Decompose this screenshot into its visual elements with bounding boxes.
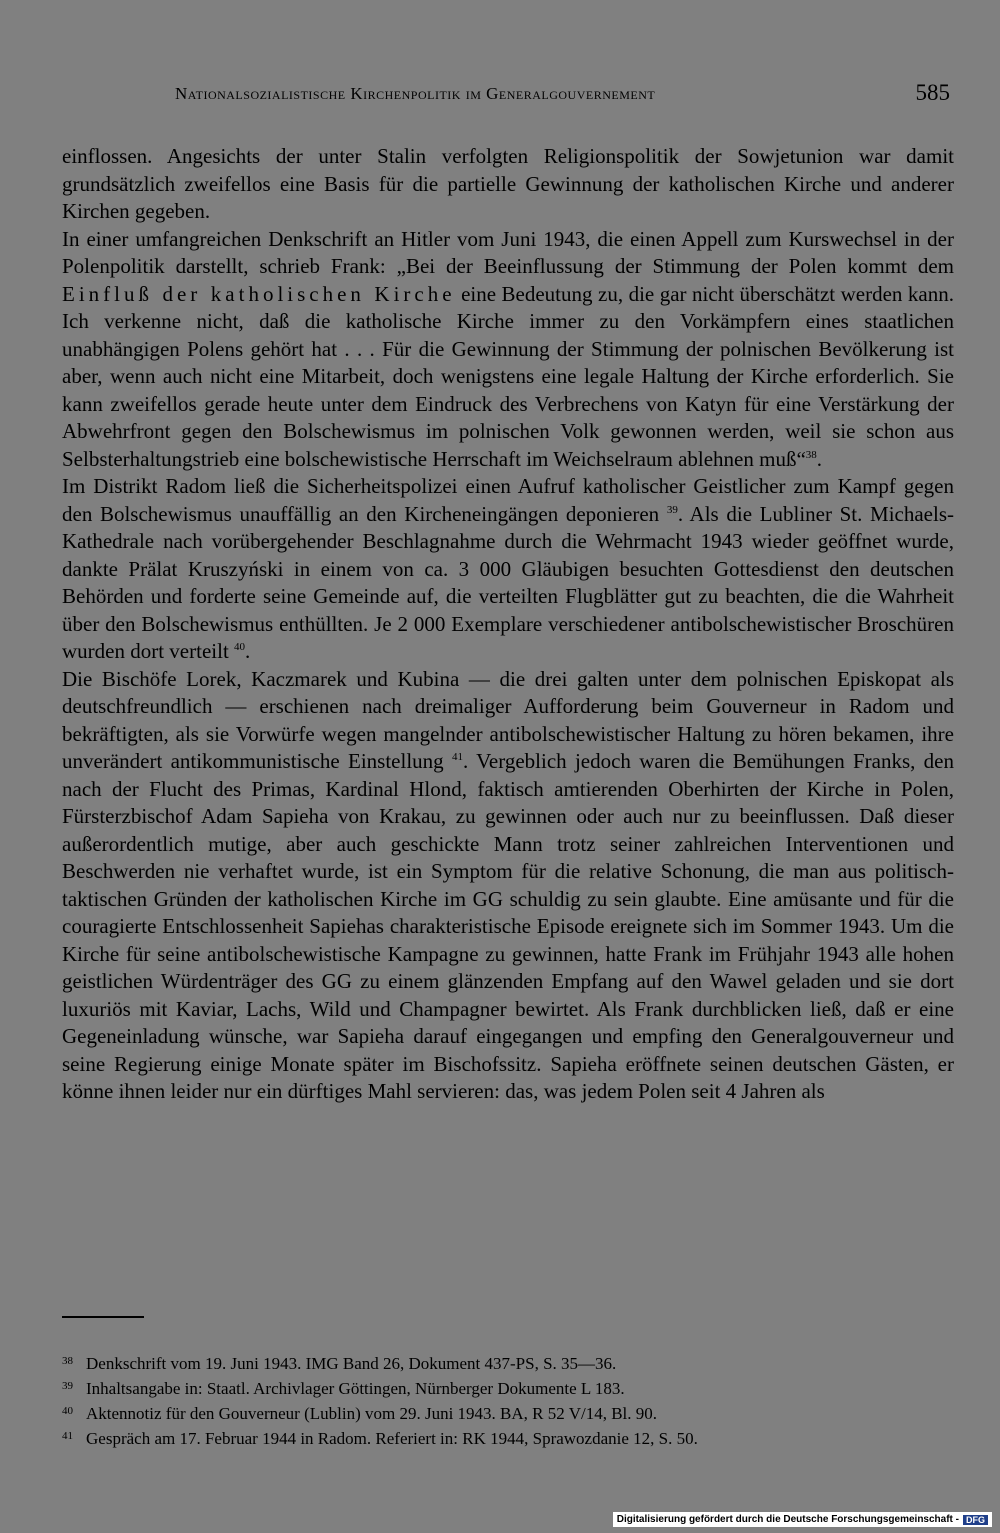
paragraph-3-end: . <box>245 639 251 663</box>
footnote-ref-38: 38 <box>805 448 817 461</box>
footnote-number: 40 <box>62 1405 73 1417</box>
footnote-text: Inhaltsangabe in: Staatl. Archivlager Göttingen, Nürnberger Dokumente L 183. <box>86 1379 625 1398</box>
footnote-38 <box>62 1350 954 1375</box>
footnote-41 <box>62 1425 954 1450</box>
paragraph-2-text-a: In einer umfangreichen Denkschrift an Hitler vom Juni 1943, die einen Appell zum Kurswechsel in der Polenpolitik darstellt, schrieb Frank: „Bei der Beeinflussung der Stimmung der Polen kommt dem <box>62 226 954 278</box>
dfg-banner-text: Digitalisierung gefördert durch die Deutsche Forschungsgemeinschaft - <box>616 1514 959 1525</box>
paragraph-3 <box>62 473 954 666</box>
paragraph-2 <box>62 226 954 474</box>
footnote-text: Aktennotiz für den Gouverneur (Lublin) vom 29. Juni 1943. BA, R 52 V/14, Bl. 90. <box>86 1404 658 1423</box>
footnote-number: 38 <box>62 1355 73 1367</box>
footnote-ref-39: 39 <box>666 503 678 516</box>
footnote-separator <box>62 1316 144 1318</box>
body-text <box>62 143 954 1106</box>
paragraph-1 <box>62 143 954 226</box>
paragraph-2-text-b: eine Bedeutung zu, die gar nicht überschätzt werden kann. Ich verkenne nicht, daß die katholische Kirche immer zu den Vorkämpfern eines staatlichen unabhängigen Polens gehört hat . . . Für die Gewinnung der Stimmung der polnischen Bevölkerung ist aber, wenn auch nicht eine Mitarbeit, doch wenigstens eine legale Haltung der Kirche erforderlich. Sie kann zweifellos gerade heute unter dem Eindruck des Verbrechens von Katyn für eine Verstärkung der Abwehrfront gegen den Bolschewismus im polnischen Volk gewonnen werden, weil sie schon aus Selbsterhaltungstrieb eine bolschewistische Herrschaft im Weichselraum ablehnen muß“ <box>62 281 954 471</box>
dfg-logo-icon: DFG <box>963 1515 988 1525</box>
page-number: 585 <box>915 80 950 105</box>
paragraph-3-text-b: . Als die Lubliner St. Michaels-Kathedrale nach vorübergehender Beschlagnahme durch die Wehrmacht 1943 wieder geöffnet wurde, dankte Prälat Kruszyński in einem von ca. 3 000 Gläubigen besuchten Gottesdienst den deutschen Behörden und forderte seine Gemeinde auf, die verteilten Flugblätter gut zu beachten, die die Wahrheit über den Bolschewismus enthüllten. Je 2 000 Exemplare verschiedener antibolschewistischer Broschüren wurden dort verteilt <box>62 501 955 663</box>
paragraph-3-text-a: Im Distrikt Radom ließ die Sicherheitspolizei einen Aufruf katholischer Geistlicher zum Kampf gegen den Bolschewismus unauffällig an den Kircheneingängen deponieren <box>62 474 954 526</box>
footnote-number: 41 <box>62 1430 73 1442</box>
footnote-text: Denkschrift vom 19. Juni 1943. IMG Band 26, Dokument 437-PS, S. 35—36. <box>86 1354 617 1373</box>
spaced-emphasis: Einfluß der katholischen Kirche <box>62 281 456 306</box>
paragraph-2-end: . <box>816 446 823 471</box>
footnote-text: Gespräch am 17. Februar 1944 in Radom. Referiert in: RK 1944, Sprawozdanie 12, S. 50. <box>86 1429 698 1448</box>
footnote-number: 39 <box>62 1380 73 1392</box>
footnote-ref-41: 41 <box>451 751 463 763</box>
footnote-ref-40: 40 <box>234 641 246 653</box>
paragraph-4-text-b: . Vergeblich jedoch waren die Bemühungen Franks, den nach der Flucht des Primas, Kardinal Hlond, faktisch amtierenden Oberhirten der Kirche in Polen, Fürsterzbischof Adam Sapieha von Krakau, zu gewinnen oder auch nur zu beeinflussen. Daß dieser außerordentlich mutige, aber auch geschickte Mann trotz seiner zahlreichen Interventionen und Beschwerden nie verhaftet wurde, ist ein Symptom für die relative Schonung, die man aus politisch-taktischen Gründen der katholischen Kirche im GG schuldig zu sein glaubte. Eine amüsante und für die couragierte Entschlossenheit Sapiehas charakteristische Episode ereignete sich im Sommer 1943. Um die Kirche für seine antibolschewistische Kampagne zu gewinnen, hatte Frank im Frühjahr 1943 alle hohen geistlichen Würdenträger des GG zu einem glänzenden Empfang auf den Wawel geladen und sie dort luxuriös mit Kaviar, Lachs, Wild und Champagner bewirtet. Als Frank durchblicken ließ, daß er eine Gegeneinladung wünsche, war Sapieha darauf eingegangen und empfing den Generalgouverneur und seine Regierung einige Monate später im Bischofssitz. Sapieha eröffnete seinen deutschen Gästen, er könne ihnen leider nur ein dürftiges Mahl servieren: das, was jedem Polen seit 4 Jahren als <box>62 749 954 1103</box>
dfg-banner <box>613 1512 992 1527</box>
running-title: Nationalsozialistische Kirchenpolitik im Generalgouvernement <box>175 84 656 103</box>
paragraph-4-text-a: Die Bischöfe Lorek, Kaczmarek und Kubina — die drei galten unter dem polnischen Episkopat als deutschfreundlich — erschienen nach dreimaliger Aufforderung beim Gouverneur in Radom und bekräftigten, als sie Vorwürfe wegen mangelnder antibolschewistischer Haltung zu hören bekamen, ihre unverändert antikommunistische Einstellung <box>62 666 954 773</box>
footnotes <box>62 1350 954 1450</box>
paragraph-4 <box>62 666 954 1106</box>
footnote-39 <box>62 1375 954 1400</box>
page-header <box>60 80 950 112</box>
paragraph-1-text: einflossen. Angesichts der unter Stalin verfolgten Religionspolitik der Sowjetunion war damit grundsätzlich zweifellos eine Basis für die partielle Gewinnung der katholischen Kirche und anderer Kirchen gegeben. <box>62 144 954 223</box>
footnote-40 <box>62 1400 954 1425</box>
